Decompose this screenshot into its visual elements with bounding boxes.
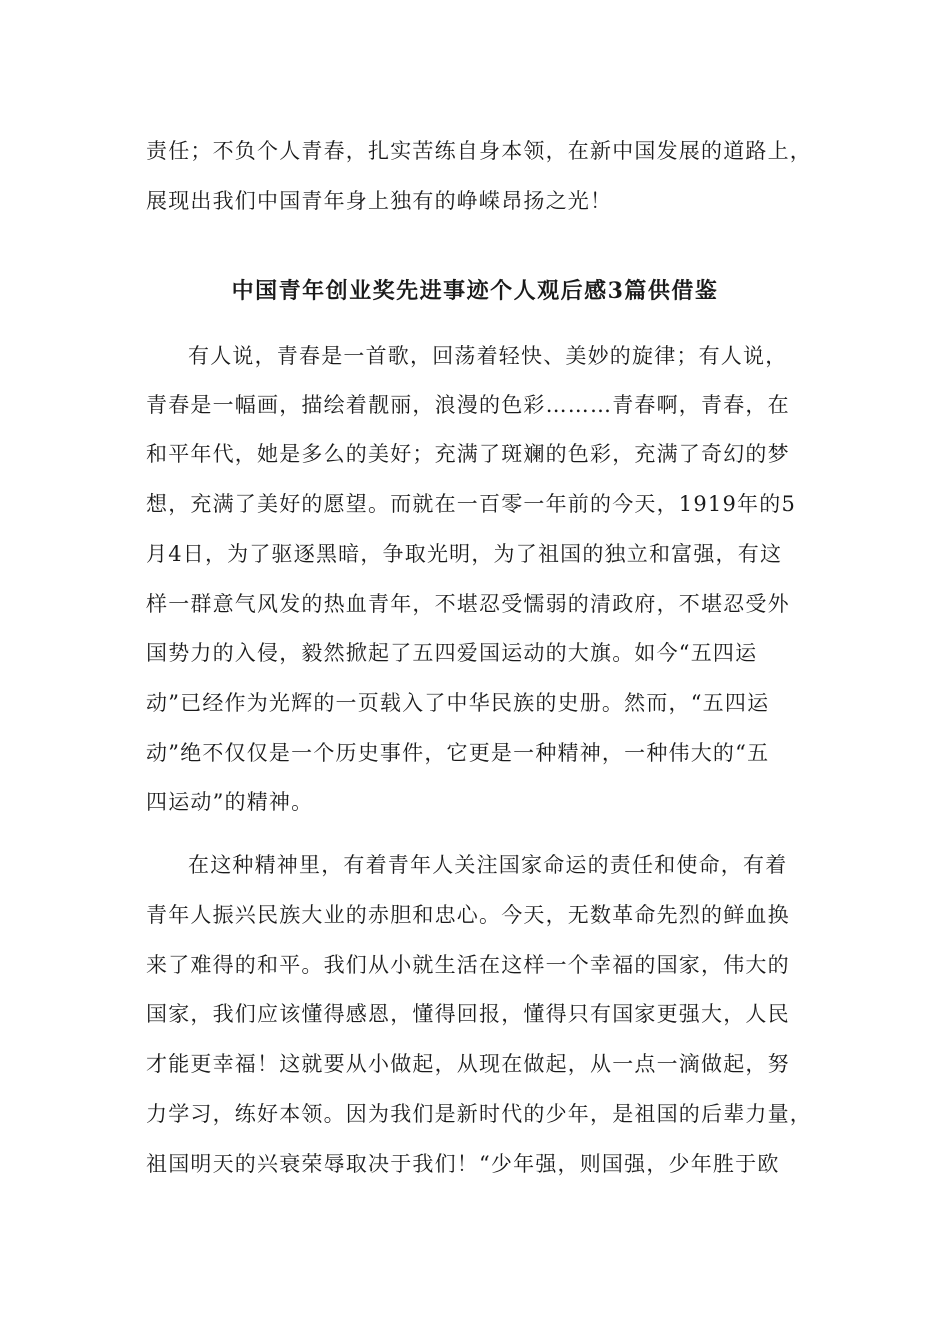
body-text-line: 月4日，为了驱逐黑暗，争取光明，为了祖国的独立和富强，有这 xyxy=(146,542,783,566)
body-text-line: 来了难得的和平。我们从小就生活在这样一个幸福的国家，伟大的 xyxy=(146,953,790,977)
body-text-line: 动”绝不仅仅是一个历史事件，它更是一种精神，一种伟大的“五 xyxy=(146,741,770,765)
body-text-line: 有人说，青春是一首歌，回荡着轻快、美妙的旋律；有人说， xyxy=(188,344,788,368)
body-text-line: 和平年代，她是多么的美好；充满了斑斓的色彩，充满了奇幻的梦 xyxy=(146,442,790,466)
body-text-line: 样一群意气风发的热血青年，不堪忍受懦弱的清政府，不堪忍受外 xyxy=(146,592,790,616)
body-text-line: 力学习，练好本领。因为我们是新时代的少年，是祖国的后辈力量， xyxy=(146,1102,812,1126)
body-text-line: 四运动”的精神。 xyxy=(146,790,314,814)
body-text-line: 展现出我们中国青年身上独有的峥嵘昂扬之光！ xyxy=(146,189,613,213)
body-text-line: 青年人振兴民族大业的赤胆和忠心。今天，无数革命先烈的鲜血换 xyxy=(146,903,790,927)
body-text-line: 祖国明天的兴衰荣辱取决于我们！“少年强，则国强，少年胜于欧 xyxy=(146,1152,780,1176)
body-text-line: 动”已经作为光辉的一页载入了中华民族的史册。然而，“五四运 xyxy=(146,691,770,715)
body-text-line: 想，充满了美好的愿望。而就在一百零一年前的今天，1919年的5 xyxy=(146,492,797,516)
body-text-line: 责任；不负个人青春，扎实苦练自身本领，在新中国发展的道路上， xyxy=(146,139,812,163)
body-text-line: 才能更幸福！这就要从小做起，从现在做起，从一点一滴做起，努 xyxy=(146,1052,790,1076)
body-text-line: 在这种精神里，有着青年人关注国家命运的责任和使命，有着 xyxy=(188,853,788,877)
body-text-line: 青春是一幅画，描绘着靓丽，浪漫的色彩………青春啊，青春，在 xyxy=(146,393,790,417)
body-text-line: 国家，我们应该懂得感恩，懂得回报，懂得只有国家更强大，人民 xyxy=(146,1002,790,1026)
body-text-line: 国势力的入侵，毅然掀起了五四爱国运动的大旗。如今“五四运 xyxy=(146,641,758,665)
section-title: 中国青年创业奖先进事迹个人观后感3篇供借鉴 xyxy=(231,278,719,304)
